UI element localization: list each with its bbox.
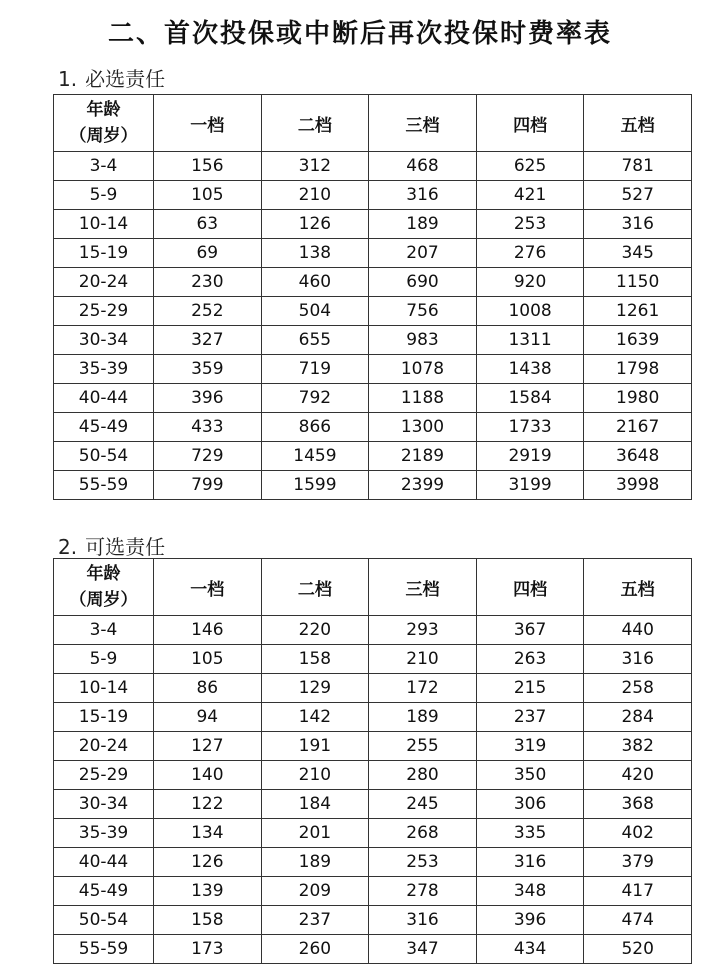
table-row xyxy=(54,848,692,877)
section-label: 必选责任 xyxy=(85,67,166,91)
premium-cell: 138 xyxy=(261,239,369,268)
premium-cell: 1980 xyxy=(584,384,692,413)
age-range-cell: 5-9 xyxy=(54,645,154,674)
table-row xyxy=(54,732,692,761)
table-row xyxy=(54,790,692,819)
age-range-cell: 35-39 xyxy=(54,355,154,384)
age-range-cell: 40-44 xyxy=(54,384,154,413)
table-row xyxy=(54,761,692,790)
age-range-cell: 35-39 xyxy=(54,819,154,848)
age-range-cell: 3-4 xyxy=(54,616,154,645)
age-range-cell: 5-9 xyxy=(54,181,154,210)
premium-cell: 306 xyxy=(476,790,584,819)
premium-cell: 86 xyxy=(154,674,262,703)
tier-column-header: 三档 xyxy=(369,559,477,616)
tier-column-header: 五档 xyxy=(584,95,692,152)
premium-cell: 69 xyxy=(154,239,262,268)
premium-cell: 158 xyxy=(261,645,369,674)
premium-cell: 209 xyxy=(261,877,369,906)
age-range-cell: 55-59 xyxy=(54,935,154,964)
premium-cell: 245 xyxy=(369,790,477,819)
premium-cell: 280 xyxy=(369,761,477,790)
section-number: 1. xyxy=(58,67,78,91)
premium-cell: 184 xyxy=(261,790,369,819)
premium-cell: 2399 xyxy=(369,471,477,500)
premium-cell: 396 xyxy=(476,906,584,935)
table-row xyxy=(54,326,692,355)
age-column-header xyxy=(54,95,154,152)
table-body xyxy=(54,152,692,500)
age-range-cell: 3-4 xyxy=(54,152,154,181)
premium-cell: 201 xyxy=(261,819,369,848)
table-row xyxy=(54,674,692,703)
age-column-header xyxy=(54,559,154,616)
table-row xyxy=(54,268,692,297)
rate-table-required xyxy=(53,94,692,500)
premium-cell: 347 xyxy=(369,935,477,964)
premium-cell: 2919 xyxy=(476,442,584,471)
premium-cell: 172 xyxy=(369,674,477,703)
premium-cell: 207 xyxy=(369,239,477,268)
tier-column-header: 四档 xyxy=(476,95,584,152)
table-row xyxy=(54,703,692,732)
premium-cell: 316 xyxy=(369,181,477,210)
premium-cell: 1188 xyxy=(369,384,477,413)
premium-cell: 293 xyxy=(369,616,477,645)
premium-cell: 210 xyxy=(261,761,369,790)
premium-cell: 382 xyxy=(584,732,692,761)
section-heading-required xyxy=(58,66,165,92)
premium-cell: 367 xyxy=(476,616,584,645)
age-range-cell: 15-19 xyxy=(54,703,154,732)
premium-cell: 3998 xyxy=(584,471,692,500)
premium-cell: 276 xyxy=(476,239,584,268)
premium-cell: 268 xyxy=(369,819,477,848)
section-heading-optional xyxy=(58,534,165,560)
premium-cell: 316 xyxy=(584,645,692,674)
premium-cell: 474 xyxy=(584,906,692,935)
premium-cell: 284 xyxy=(584,703,692,732)
premium-cell: 396 xyxy=(154,384,262,413)
premium-cell: 420 xyxy=(584,761,692,790)
premium-cell: 335 xyxy=(476,819,584,848)
age-range-cell: 20-24 xyxy=(54,268,154,297)
premium-cell: 158 xyxy=(154,906,262,935)
premium-cell: 792 xyxy=(261,384,369,413)
premium-cell: 189 xyxy=(369,210,477,239)
premium-cell: 520 xyxy=(584,935,692,964)
premium-cell: 504 xyxy=(261,297,369,326)
premium-cell: 1261 xyxy=(584,297,692,326)
premium-cell: 866 xyxy=(261,413,369,442)
premium-cell: 2167 xyxy=(584,413,692,442)
premium-cell: 316 xyxy=(369,906,477,935)
premium-cell: 63 xyxy=(154,210,262,239)
table-header-row xyxy=(54,559,692,616)
age-header-line2: （周岁） xyxy=(69,126,138,146)
section-number: 2. xyxy=(58,535,78,559)
tier-column-header: 二档 xyxy=(261,95,369,152)
premium-cell: 210 xyxy=(261,181,369,210)
premium-cell: 729 xyxy=(154,442,262,471)
age-range-cell: 10-14 xyxy=(54,210,154,239)
age-range-cell: 25-29 xyxy=(54,761,154,790)
premium-cell: 983 xyxy=(369,326,477,355)
age-range-cell: 30-34 xyxy=(54,790,154,819)
premium-cell: 255 xyxy=(369,732,477,761)
age-range-cell: 40-44 xyxy=(54,848,154,877)
premium-cell: 237 xyxy=(476,703,584,732)
premium-cell: 1008 xyxy=(476,297,584,326)
tier-column-header: 一档 xyxy=(154,559,262,616)
premium-cell: 460 xyxy=(261,268,369,297)
table-row xyxy=(54,645,692,674)
age-range-cell: 50-54 xyxy=(54,442,154,471)
premium-cell: 1078 xyxy=(369,355,477,384)
table-header-row xyxy=(54,95,692,152)
premium-cell: 140 xyxy=(154,761,262,790)
age-range-cell: 15-19 xyxy=(54,239,154,268)
age-header-line1: 年龄 xyxy=(86,564,121,584)
premium-cell: 215 xyxy=(476,674,584,703)
rate-table-optional xyxy=(53,558,692,964)
premium-cell: 230 xyxy=(154,268,262,297)
premium-cell: 1639 xyxy=(584,326,692,355)
premium-cell: 94 xyxy=(154,703,262,732)
premium-cell: 253 xyxy=(476,210,584,239)
age-header-line2: （周岁） xyxy=(69,590,138,610)
tier-column-header: 二档 xyxy=(261,559,369,616)
premium-cell: 146 xyxy=(154,616,262,645)
premium-cell: 253 xyxy=(369,848,477,877)
premium-cell: 316 xyxy=(584,210,692,239)
premium-cell: 156 xyxy=(154,152,262,181)
premium-cell: 105 xyxy=(154,645,262,674)
premium-cell: 316 xyxy=(476,848,584,877)
premium-cell: 359 xyxy=(154,355,262,384)
premium-cell: 417 xyxy=(584,877,692,906)
age-range-cell: 30-34 xyxy=(54,326,154,355)
premium-cell: 1733 xyxy=(476,413,584,442)
premium-cell: 719 xyxy=(261,355,369,384)
table-row xyxy=(54,442,692,471)
premium-cell: 1599 xyxy=(261,471,369,500)
premium-cell: 3648 xyxy=(584,442,692,471)
premium-cell: 139 xyxy=(154,877,262,906)
premium-cell: 345 xyxy=(584,239,692,268)
age-range-cell: 25-29 xyxy=(54,297,154,326)
table-row xyxy=(54,413,692,442)
premium-cell: 263 xyxy=(476,645,584,674)
premium-cell: 210 xyxy=(369,645,477,674)
premium-cell: 319 xyxy=(476,732,584,761)
premium-cell: 433 xyxy=(154,413,262,442)
age-header-line1: 年龄 xyxy=(86,100,121,120)
age-range-cell: 50-54 xyxy=(54,906,154,935)
premium-cell: 655 xyxy=(261,326,369,355)
premium-cell: 252 xyxy=(154,297,262,326)
tier-column-header: 三档 xyxy=(369,95,477,152)
premium-cell: 1798 xyxy=(584,355,692,384)
premium-cell: 368 xyxy=(584,790,692,819)
premium-cell: 126 xyxy=(154,848,262,877)
premium-cell: 220 xyxy=(261,616,369,645)
premium-cell: 1300 xyxy=(369,413,477,442)
table-row xyxy=(54,819,692,848)
premium-cell: 122 xyxy=(154,790,262,819)
premium-cell: 312 xyxy=(261,152,369,181)
premium-cell: 134 xyxy=(154,819,262,848)
table-row xyxy=(54,210,692,239)
premium-cell: 348 xyxy=(476,877,584,906)
premium-cell: 258 xyxy=(584,674,692,703)
premium-cell: 920 xyxy=(476,268,584,297)
premium-cell: 237 xyxy=(261,906,369,935)
premium-cell: 1584 xyxy=(476,384,584,413)
premium-cell: 1150 xyxy=(584,268,692,297)
premium-cell: 690 xyxy=(369,268,477,297)
table-row xyxy=(54,239,692,268)
table-row xyxy=(54,877,692,906)
table-row xyxy=(54,935,692,964)
table-row xyxy=(54,616,692,645)
tier-column-header: 一档 xyxy=(154,95,262,152)
premium-cell: 3199 xyxy=(476,471,584,500)
table-row xyxy=(54,471,692,500)
premium-cell: 468 xyxy=(369,152,477,181)
premium-cell: 799 xyxy=(154,471,262,500)
age-range-cell: 45-49 xyxy=(54,413,154,442)
premium-cell: 105 xyxy=(154,181,262,210)
premium-cell: 527 xyxy=(584,181,692,210)
premium-cell: 625 xyxy=(476,152,584,181)
table-body xyxy=(54,616,692,964)
table-row xyxy=(54,152,692,181)
premium-cell: 1311 xyxy=(476,326,584,355)
table-row xyxy=(54,181,692,210)
table-row xyxy=(54,906,692,935)
table-row xyxy=(54,355,692,384)
premium-cell: 781 xyxy=(584,152,692,181)
tier-column-header: 四档 xyxy=(476,559,584,616)
table-row xyxy=(54,384,692,413)
premium-cell: 189 xyxy=(369,703,477,732)
premium-cell: 421 xyxy=(476,181,584,210)
age-range-cell: 20-24 xyxy=(54,732,154,761)
premium-cell: 327 xyxy=(154,326,262,355)
premium-cell: 402 xyxy=(584,819,692,848)
premium-cell: 127 xyxy=(154,732,262,761)
section-label: 可选责任 xyxy=(85,535,166,559)
premium-cell: 173 xyxy=(154,935,262,964)
tier-column-header: 五档 xyxy=(584,559,692,616)
table-row xyxy=(54,297,692,326)
premium-cell: 756 xyxy=(369,297,477,326)
premium-cell: 129 xyxy=(261,674,369,703)
premium-cell: 191 xyxy=(261,732,369,761)
premium-cell: 260 xyxy=(261,935,369,964)
premium-cell: 379 xyxy=(584,848,692,877)
page-title: 二、首次投保或中断后再次投保时费率表 xyxy=(107,19,612,49)
premium-cell: 142 xyxy=(261,703,369,732)
premium-cell: 1459 xyxy=(261,442,369,471)
premium-cell: 2189 xyxy=(369,442,477,471)
premium-cell: 1438 xyxy=(476,355,584,384)
premium-cell: 434 xyxy=(476,935,584,964)
age-range-cell: 55-59 xyxy=(54,471,154,500)
premium-cell: 440 xyxy=(584,616,692,645)
age-range-cell: 45-49 xyxy=(54,877,154,906)
premium-cell: 278 xyxy=(369,877,477,906)
age-range-cell: 10-14 xyxy=(54,674,154,703)
premium-cell: 189 xyxy=(261,848,369,877)
premium-cell: 126 xyxy=(261,210,369,239)
premium-cell: 350 xyxy=(476,761,584,790)
